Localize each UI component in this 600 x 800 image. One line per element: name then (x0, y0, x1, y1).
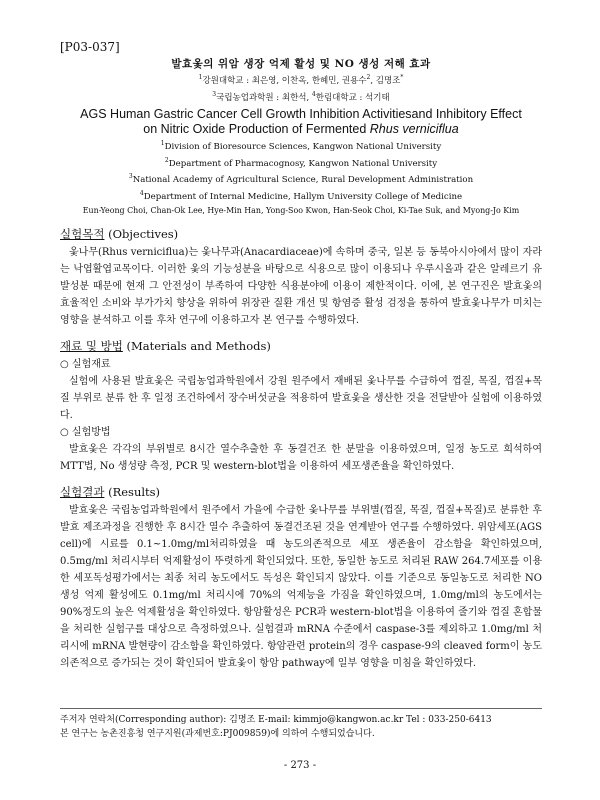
korean-title: 발효옻의 위암 생장 억제 활성 및 NO 생성 저해 효과 (171, 58, 431, 70)
affiliation-4: $^4$Department of Internal Medicine, Hallym University College of Medicine (139, 190, 463, 203)
results-text: 발효옻은 국립농업과학원에서 원주에서 가을에 수급한 옻나무를 부위별(껍질, 목질, 껍질+목질)로 분류한 후 발효 제조과정을 진행한 후 8시간 열수 추출하여 동결건조된 것을 연계받아 연구를 수행하였다. 위암세포(AGS cell)에 시료를 0.1~1.0mg/ml처리하였을 때 농도의존적으로 세포 생존율이 감소함을 확인하였으며, 0.5mg/ml 처리시부터 억제활성이 뚜렷하게 확인되었다. 또한, 동일한 농도로 처리된 RAW 264.7세포를 이용한 세포독성평가에서는 최종 처리 농도에서도 독성은 확인되지 않았다. 이를 기준으로 동일농도로 처리한 NO 생성 억제 활성에도 0.1mg/ml 처리시에 70%의 억제능을 가짐을 확인하였으며, 1.0mg/ml의 농도에서는 90%정도의 높은 억제활성을 확인하였다. 항암활성은 PCR과 western-blot법을 이용하여 줄기와 껍질 혼합물을 처리한 실험구를 대상으로 측정하였으나. 실험결과 mRNA 수준에서 caspase-3를 제외하고 1.0mg/ml 처리시에 mRNA 발현량이 감소함을 확인하였다. 항암관련 protein의 경우 caspase-9의 cleaved form이 농도 의존적으로 증가되는 것이 확인되어 발효옻이 항암 pathway에 일부 영향을 미침을 확인하였다. (60, 505, 542, 670)
korean-aff-1-tail: , 김명조 (370, 75, 401, 86)
korean-affiliation-1: $^1$강원대학교 : 최은영, 이찬옥, 한혜민, 권용수$^2$, 김명조* (198, 74, 404, 86)
methods-heading (60, 338, 542, 354)
results-heading (60, 484, 542, 500)
korean-aff-1-text: 강원대학교 : 최은영, 이찬옥, 한혜민, 권용수 (202, 75, 367, 86)
methods-subheading-materials: ○ 실험재료 (60, 359, 111, 371)
affiliation-3: $^3$National Academy of Agricultural Science, Rural Development Administration (128, 173, 474, 186)
affiliation-3-text: National Academy of Agricultural Science, Rural Development Administration (132, 175, 474, 186)
objectives-heading-ko: 실험목적 (60, 227, 105, 242)
affiliation-2: $^2$Department of Pharmacognosy, Kangwon National University (164, 156, 438, 169)
objectives-heading-en: (Objectives) (104, 227, 179, 242)
footnote-divider (60, 708, 542, 709)
korean-aff-2-text: 국립농업과학원 : 최한석, (216, 92, 312, 103)
objectives-heading (60, 226, 542, 242)
results-heading-ko: 실험결과 (60, 485, 105, 500)
english-title-species: Rhus verniciflua (369, 121, 459, 136)
page-number: - 273 - (283, 760, 317, 771)
funding-note: 본 연구는 농촌진흥청 연구지원(과제번호:PJ009859)에 의하여 수행되었습니다. (60, 729, 375, 739)
affiliation-1-text: Division of Bioresource Sciences, Kangwon National University (164, 141, 442, 152)
english-title-line-2-text: on Nitric Oxide Production of Fermented (143, 121, 370, 136)
methods-subheading-procedure: ○ 실험방법 (60, 427, 111, 439)
methods-procedure-text: 발효옻은 각각의 부위별로 8시간 열수추출한 후 동결건조 한 분말을 이용하였으며, 일정 농도로 희석하여 MTT법, No 생성량 측정, PCR 및 western-blot법을 이용하여 세포생존율을 확인하였다. (60, 444, 542, 473)
korean-aff-2-tail: 한림대학교 : 석기태 (315, 92, 390, 103)
corresponding-author: 주저자 연락처(Corresponding author): 김명조 E-mail: kimmjo@kangwon.ac.kr Tel : 033-250-6413 (60, 715, 492, 725)
english-title-line-1: AGS Human Gastric Cancer Cell Growth Inhibition Activitiesand Inhibitory Effect (80, 106, 522, 121)
affiliation-4-text: Department of Internal Medicine, Hallym University College of Medicine (143, 192, 463, 203)
methods-materials-text: 실험에 사용된 발효옻은 국립농업과학원에서 강원 원주에서 재배된 옻나무를 수급하여 껍질, 목질, 껍질+목질 부위로 분류 한 후 일정 조건하에서 장수버섯균을 적용하여 발효옻을 생산한 것을 전달받아 실험에 이용하였다. (60, 376, 542, 422)
affiliation-1: $^1$Division of Bioresource Sciences, Kangwon National University (160, 139, 442, 152)
objectives-text: 옻나무(Rhus verniciflua)는 옻나무과(Anacardiaceae)에 속하며 중국, 일본 등 동북아시아에서 많이 자라는 낙엽활엽교목이다. 이러한 옻의 기능성분을 바탕으로 식용으로 많이 이용되나 우루시올과 같은 알레르기 유발성분 때문에 현재 그 안전성이 부족하여 다양한 식용분야에 이용이 제한적이다. 이에, 본 연구진은 발효옻의 효율적인 소비와 부가가치 향상을 위하여 위장관 질환 개선 및 항염증 활성 검정을 통하여 발효옻나무가 미치는 영향을 분석하고 이를 후차 연구에 이용하고자 본 연구를 수행하였다. (60, 247, 542, 327)
author-list: Eun-Yeong Choi, Chan-Ok Lee, Hye-Min Han, Yong-Soo Kwon, Han-Seok Choi, Ki-Tae Suk, and Myong-Jo Kim (82, 206, 520, 216)
korean-affiliation-2: $^3$국립농업과학원 : 최한석, $^4$한림대학교 : 석기태 (212, 90, 390, 103)
affiliation-2-text: Department of Pharmacognosy, Kangwon National University (168, 158, 438, 169)
results-heading-en: (Results) (104, 485, 161, 500)
abstract-code: [P03-037] (60, 40, 120, 54)
methods-heading-en: (Materials and Methods) (122, 339, 271, 354)
paper-page (60, 40, 542, 672)
english-title (60, 107, 542, 137)
methods-heading-ko: 재료 및 방법 (60, 339, 123, 354)
english-title-line-2 (60, 122, 542, 137)
footnote (60, 713, 542, 741)
